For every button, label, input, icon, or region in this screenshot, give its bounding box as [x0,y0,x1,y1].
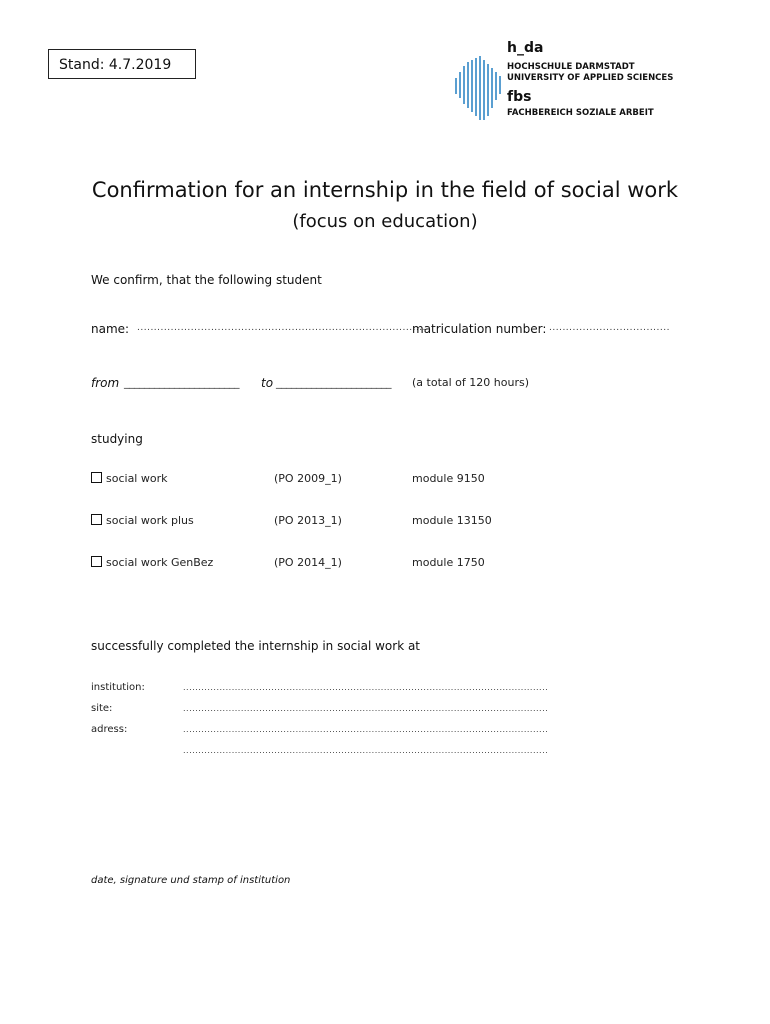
name-label: name: [91,322,130,336]
matriculation-field[interactable]: .................................... [549,323,670,333]
name-field[interactable]: ...................................................................................... [137,323,427,333]
program-name: social work plus [106,514,194,527]
signature-label: date, signature und stamp of institution [91,875,291,886]
stand-date-box [48,49,196,79]
logo-line1: HOCHSCHULE DARMSTADT [507,62,635,72]
program-module: module 9150 [412,472,485,485]
program-option[interactable] [91,514,194,527]
total-hours: (a total of 120 hours) [412,376,529,389]
program-name: social work [106,472,168,485]
site-label: site: [91,703,113,714]
program-po: (PO 2014_1) [274,556,342,569]
adress-field-line2[interactable]: ........................................................................................................................ [183,746,549,755]
site-field[interactable]: ........................................................................................................................ [183,704,549,713]
stand-date: Stand: 4.7.2019 [59,57,172,73]
page-title: Confirmation for an internship in the field of social work [91,178,679,202]
program-name: social work GenBez [106,556,214,569]
program-option[interactable] [91,472,167,485]
page-subtitle: (focus on education) [292,211,478,232]
program-module: module 13150 [412,514,492,527]
to-label: to [261,376,274,390]
adress-label: adress: [91,724,128,735]
studying-heading: studying [91,432,143,446]
university-logo [445,40,695,132]
logo-line2: UNIVERSITY OF APPLIED SCIENCES [507,73,674,83]
to-field[interactable]: _______________________ [276,376,391,389]
checkbox-icon[interactable] [91,514,102,525]
program-option[interactable] [91,556,213,569]
institution-field[interactable]: ........................................................................................................................ [183,683,549,692]
program-po: (PO 2013_1) [274,514,342,527]
logo-fbs: fbs [507,89,532,105]
dots-logo-icon [445,40,505,132]
from-field[interactable]: _______________________ [124,376,239,389]
matriculation-label: matriculation number: [412,322,547,336]
program-po: (PO 2009_1) [274,472,342,485]
program-module: module 1750 [412,556,485,569]
from-label: from [91,376,120,390]
checkbox-icon[interactable] [91,556,102,567]
logo-line3: FACHBEREICH SOZIALE ARBEIT [507,108,654,118]
completed-text: successfully completed the internship in social work at [91,639,421,653]
adress-field[interactable]: ........................................................................................................................ [183,725,549,734]
confirm-text: We confirm, that the following student [91,273,322,287]
logo-hda: h_da [507,40,544,56]
checkbox-icon[interactable] [91,472,102,483]
institution-label: institution: [91,682,145,693]
